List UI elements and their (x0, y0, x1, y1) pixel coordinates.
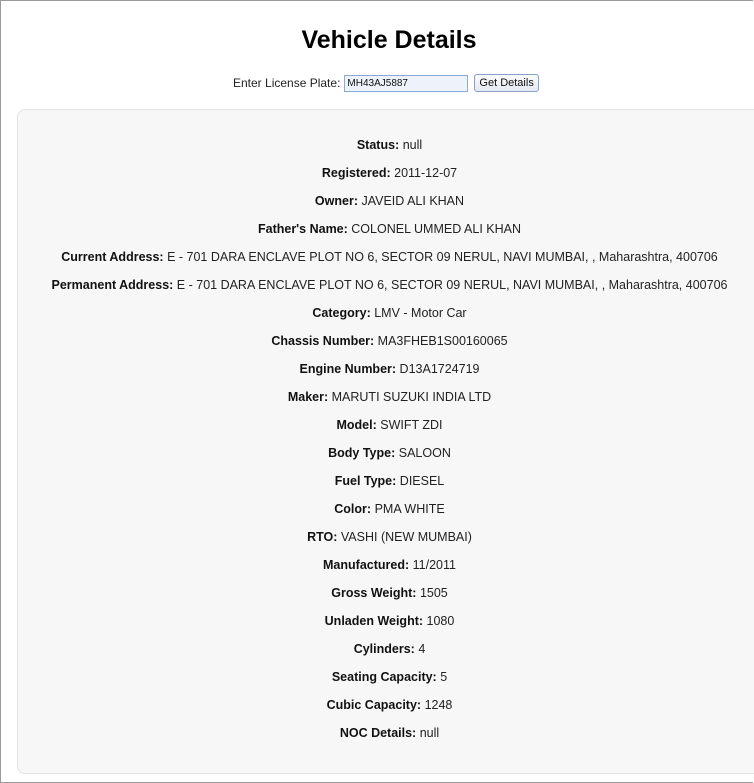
detail-row-rto (17, 526, 754, 554)
detail-value: 1248 (424, 698, 453, 712)
detail-row-chassis-number (17, 330, 754, 358)
detail-row-permanent-address (17, 274, 754, 302)
detail-value: LMV - Motor Car (374, 306, 467, 320)
detail-row-manufactured (17, 554, 754, 582)
detail-value: null (402, 138, 423, 152)
detail-key: Category: (312, 306, 371, 320)
detail-value: VASHI (NEW MUMBAI) (340, 530, 472, 544)
detail-key: Maker: (287, 390, 329, 404)
detail-value: JAVEID ALI KHAN (361, 194, 465, 208)
detail-value: 1505 (419, 586, 448, 600)
detail-row-status (17, 134, 754, 162)
get-details-button[interactable]: Get Details (474, 74, 538, 92)
detail-key: Color: (334, 502, 372, 516)
detail-key: Cubic Capacity: (326, 698, 422, 712)
detail-value: E - 701 DARA ENCLAVE PLOT NO 6, SECTOR 09 NERUL, NAVI MUMBAI, , Maharashtra, 400706 (167, 250, 718, 264)
detail-key: Model: (336, 418, 377, 432)
detail-row-body-type (17, 442, 754, 470)
detail-key: Seating Capacity: (331, 670, 437, 684)
detail-value: 1080 (426, 614, 455, 628)
details-list (17, 134, 754, 750)
detail-key: Unladen Weight: (324, 614, 424, 628)
detail-row-engine-number (17, 358, 754, 386)
detail-key: Father's Name: (257, 222, 348, 236)
detail-value: MA3FHEB1S00160065 (377, 334, 508, 348)
detail-key: Owner: (314, 194, 358, 208)
detail-value: SWIFT ZDI (380, 418, 443, 432)
detail-key: Cylinders: (353, 642, 415, 656)
detail-key: Fuel Type: (334, 474, 397, 488)
detail-value: DIESEL (399, 474, 445, 488)
detail-value: 11/2011 (412, 558, 456, 572)
page-title: Vehicle Details (301, 26, 477, 54)
detail-row-maker (17, 386, 754, 414)
detail-value: MARUTI SUZUKI INDIA LTD (331, 390, 492, 404)
detail-row-model (17, 414, 754, 442)
license-plate-label: Enter License Plate: (233, 76, 341, 90)
detail-row-cubic-capacity (17, 694, 754, 722)
detail-value: 2011-12-07 (394, 166, 458, 180)
detail-key: Current Address: (61, 250, 164, 264)
detail-value: COLONEL UMMED ALI KHAN (351, 222, 521, 236)
detail-key: Manufactured: (323, 558, 410, 572)
detail-row-owner (17, 190, 754, 218)
detail-value: 5 (440, 670, 448, 684)
detail-value: SALOON (398, 446, 451, 460)
license-plate-form (233, 73, 539, 93)
detail-value: E - 701 DARA ENCLAVE PLOT NO 6, SECTOR 09 NERUL, NAVI MUMBAI, , Maharashtra, 400706 (176, 278, 728, 292)
detail-row-noc-details (17, 722, 754, 750)
detail-row-seating-capacity (17, 666, 754, 694)
detail-value: 4 (418, 642, 426, 656)
detail-key: Chassis Number: (271, 334, 375, 348)
detail-row-unladen-weight (17, 610, 754, 638)
detail-row-registered (17, 162, 754, 190)
detail-row-category (17, 302, 754, 330)
detail-row-fuel-type (17, 470, 754, 498)
detail-key: Gross Weight: (331, 586, 417, 600)
detail-key: Body Type: (328, 446, 396, 460)
detail-row-fathers-name (17, 218, 754, 246)
detail-key: Status: (356, 138, 400, 152)
detail-row-current-address (17, 246, 754, 274)
detail-value: PMA WHITE (374, 502, 445, 516)
detail-value: null (419, 726, 440, 740)
detail-value: D13A1724719 (399, 362, 480, 376)
detail-row-cylinders (17, 638, 754, 666)
detail-row-color (17, 498, 754, 526)
detail-row-gross-weight (17, 582, 754, 610)
detail-key: RTO: (307, 530, 338, 544)
detail-key: Registered: (321, 166, 391, 180)
license-plate-input[interactable] (344, 75, 468, 92)
detail-key: Engine Number: (299, 362, 397, 376)
detail-key: NOC Details: (339, 726, 417, 740)
detail-key: Permanent Address: (51, 278, 174, 292)
